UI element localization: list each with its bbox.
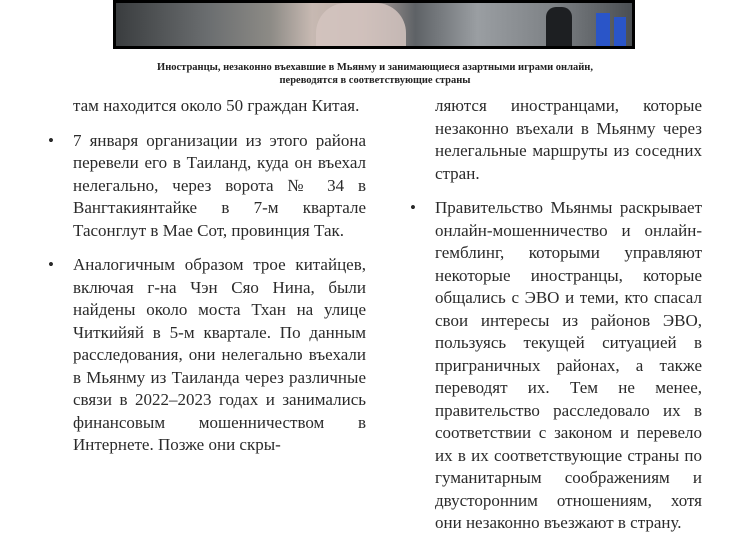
bullet-item (48, 254, 366, 457)
photo-figure (316, 3, 406, 49)
right-column (410, 95, 702, 535)
bullet-text: Правительство Мьянмы раскрывает онлайн-мошенничество и онлайн-гемблинг, которыми управляют некоторые иностранцы, которые общались с ЭВО и теми, кто спасал свои интересы из районов ЭВО, пользуясь текущей ситуацией в приграничных районах, а также переводят их. Тем не менее, правительство расследовало их в соответствии с законом и перевело их в их соответствующие страны по гуманитарным соображениям и двусторонним отношениям, хотя они незаконно въезжают в страну. (435, 198, 702, 532)
bullet-icon: • (410, 198, 416, 217)
photo-caption (60, 61, 690, 87)
bullet-item (410, 197, 702, 535)
news-photo (113, 0, 635, 49)
paragraph-continuation: ляются иностранцами, которые незаконно въехали в Мьянму через нелегальные маршруты из соседних стран. (435, 96, 702, 183)
paragraph-continuation: там находится около 50 граждан Китая. (73, 96, 360, 115)
photo-figure (546, 7, 572, 49)
photo-traffic-cone (614, 17, 626, 47)
bullet-icon: • (48, 130, 54, 150)
bullet-icon: • (48, 255, 54, 274)
bullet-item (48, 130, 366, 243)
bullet-text: 7 января организации из этого района перевели его в Таиланд, куда он въехал нелегально, через ворота № 34 в Вангтакиянтайке в 7-м квартале Тасонглут в Мае Сот, провинция Так. (73, 130, 366, 240)
left-column (48, 95, 366, 457)
caption-line: переводятся в соответствующие страны (279, 75, 471, 86)
photo-traffic-cone (596, 13, 610, 47)
bullet-text: Аналогичным образом трое китайцев, включая г-на Чэн Сяо Нина, были найдены около моста Тхан на улице Читкийяй в 5-м квартале. По данным расследования, они нелегально въехали в Мьянму из Таиланда через различные связи в 2022–2023 годах и занимались финансовым мошенничеством в Интернете. Позже они скры- (73, 255, 366, 454)
caption-line: Иностранцы, незаконно въехавшие в Мьянму и занимающиеся азартными играми онлайн, (157, 62, 593, 73)
